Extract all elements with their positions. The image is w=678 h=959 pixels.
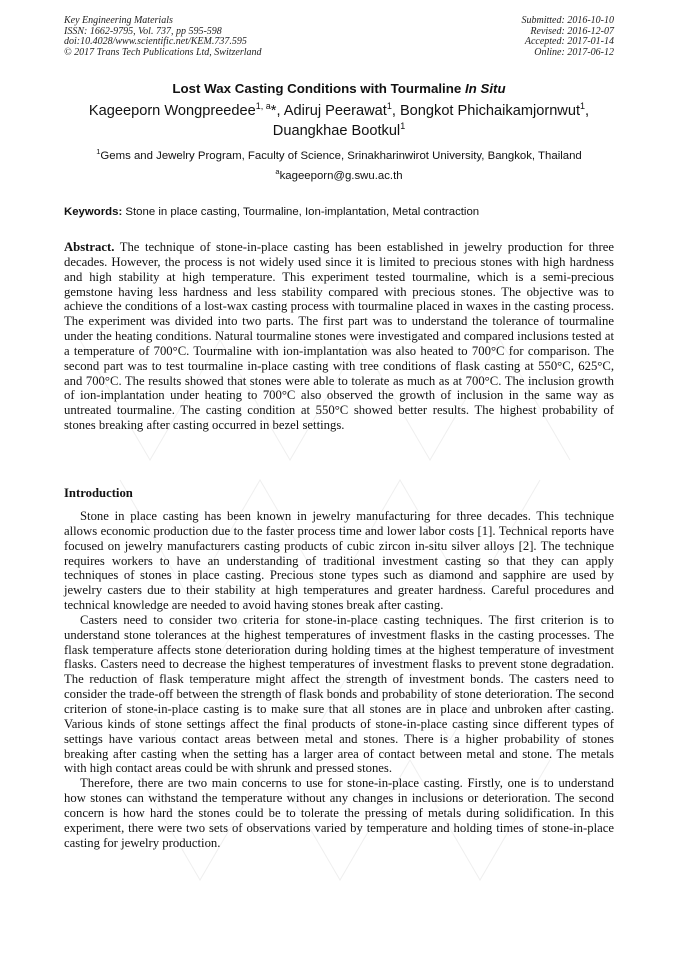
author-name: Kageeporn Wongpreedee [88, 103, 256, 119]
header-right [522, 16, 615, 58]
abstract-paragraph [64, 240, 614, 433]
copyright: © 2017 Trans Tech Publications Ltd, Switzerland [64, 46, 262, 58]
author-name: Duangkhae Bootkul [272, 123, 401, 139]
keywords-label: Keywords: [64, 206, 123, 218]
intro-paragraph: Casters need to consider two criteria for stone-in-place casting techniques. The first criterion is to understand stone tolerances at the highest temperatures of investment flasks in the casting processes. The flask temperature affects stone deterioration during holding times at the highest temperature of investment flasks. Casters need to decrease the highest temperatures of investment flasks to prevent stone degradation. The reduction of flask temperature might affect the strength of investment bonds. The casters need to consider the trade-off between the strength of flask bonds and probability of stone deterioration. The second criterion of stone-in-place casting is to make sure that all stones are in place and unbroken after casting. Various kinds of stone settings affect the final products of stone-in-place casting since different types of settings have various contact areas between metal and stones. There is a higher probability of stones breaking after casting when the setting has a larger area of contact between metal and stone. The metals with high contact areas could be with shrunk and pressed stones. [64, 612, 614, 776]
author-affil-sup: 1 [386, 101, 392, 111]
corresponding-mark: *, [270, 103, 284, 119]
contact-email [40, 167, 638, 182]
journal-name: Key Engineering Materials [64, 15, 173, 26]
author-name: Bongkot Phichaikamjornwut [399, 103, 581, 119]
abstract-label: Abstract. [64, 240, 115, 254]
email-sup: a [275, 167, 280, 176]
introduction-heading: Introduction [64, 486, 133, 500]
keywords-line [64, 206, 479, 218]
issn: ISSN: 1662-9795, Vol. 737, pp 595-598 [64, 25, 222, 37]
affiliation-text: Gems and Jewelry Program, Faculty of Science, Srinakharinwirot University, Bangkok, Thailand [100, 150, 582, 162]
keywords-text: Stone in place casting, Tourmaline, Ion-implantation, Metal contraction [122, 206, 480, 218]
intro-paragraph: Therefore, there are two main concerns to use for stone-in-place casting. Firstly, one is to understand how stones can withstand the temperature without any changes in inclusions or deterioration. The second concern is how hard the stones could be to tolerate the pressing of metals during solidification. In this experiment, there were two sets of observations varied by temperature and holding times of stone-in-place casting for jewelry production. [64, 776, 614, 850]
author-separator: , [391, 103, 400, 119]
submitted-date: Submitted: 2016-10-10 [521, 15, 614, 26]
author-affil-sup: 1 [580, 101, 586, 111]
email-link[interactable]: kageeporn@g.swu.ac.th [279, 170, 403, 182]
revised-date: Revised: 2016-12-07 [530, 25, 614, 37]
author-name: Adiruj Peerawat [283, 103, 387, 119]
header-left [64, 16, 262, 58]
title-italic: In Situ [464, 81, 506, 96]
author-list [50, 101, 628, 141]
introduction-body [64, 509, 614, 850]
online-date: Online: 2017-06-12 [534, 46, 614, 58]
title-main: Lost Wax Casting Conditions with Tourmaline [172, 81, 465, 96]
paper-title [40, 81, 638, 96]
affiliation-sup: 1 [96, 147, 101, 156]
author-separator: , [585, 103, 590, 119]
author-affil-sup: 1, a [255, 101, 271, 111]
doi: doi:10.4028/www.scientific.net/KEM.737.595 [64, 36, 247, 48]
author-affil-sup: 1 [400, 121, 406, 131]
accepted-date: Accepted: 2017-01-14 [524, 36, 614, 48]
abstract-text: The technique of stone-in-place casting has been established in jewelry production for three decades. However, the process is not widely used since it is limited to precious stones with high hardness and high stability at high temperature. This experiment tested tourmaline, which is a semi-precious gemstone having less hardness and less stability compared with precious stones. The objective was to achieve the conditions of a lost-wax casting process with tourmaline placed in waxes in the casting process. The experiment was divided into two parts. The first part was to understand the tolerance of tourmaline under the heating conditions. Natural tourmaline stones were investigated and compared inclusions tested at a temperature of 700°C. Tourmaline with ion-implantation was also heated to 700°C for comparison. The second part was to test tourmaline in-place casting with tree conditions of flask casting at 550°C, 625°C, and 700°C. The results showed that stones were able to tolerate as much as at 700°C. The inclusion growth of ion-implantation under heating to 700°C also observed the growth of inclusion in the same way as untreated tourmaline. The casting condition at 550°C showed better results. The highest probability of stones breaking after casting occurred in bezel settings. [64, 240, 614, 433]
intro-paragraph: Stone in place casting has been known in jewelry manufacturing for three decades. This technique allows economic production due to the faster process time and lower labor costs [1]. Technical reports have focused on jewelry manufacturers casting products of cubic zircon in-situ silver alloys [2]. The technique requires workers to have an understanding of traditional investment casting so that they can apply techniques of stones in place casting. Precious stone types such as diamond and sapphire are used by jewelry casters due to their stability at high temperatures and greater hardness. Careful procedures and technical knowledge are needed to avoid having stones break after casting. [64, 509, 614, 613]
affiliation [40, 147, 638, 162]
